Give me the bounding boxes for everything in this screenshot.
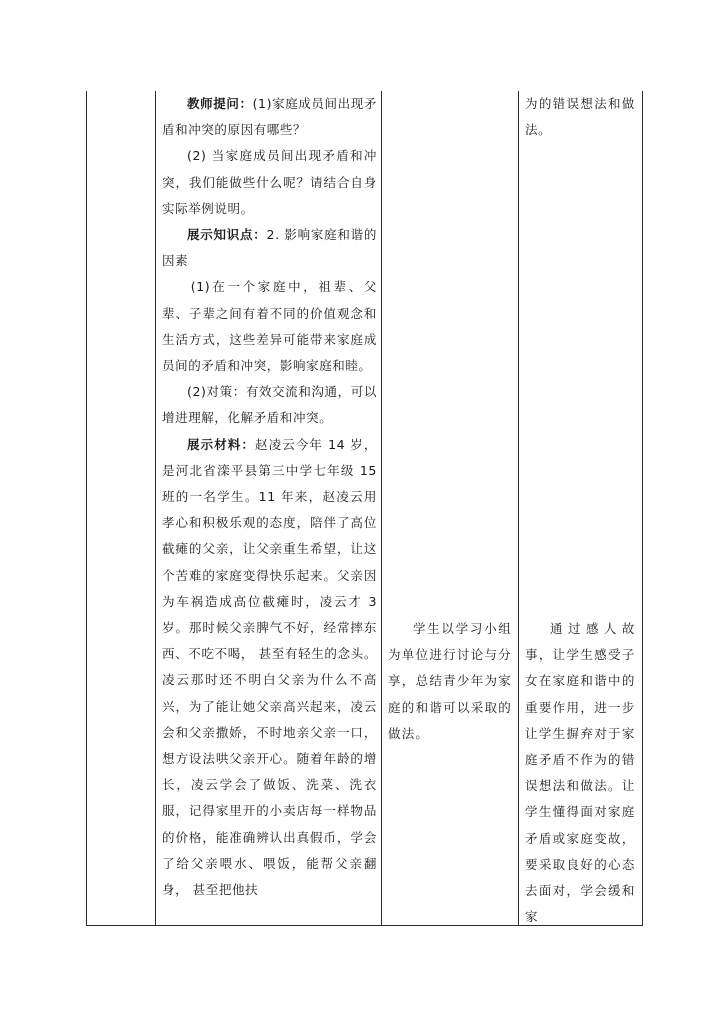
student-activity-text: 学生以学习小组为单位进行讨论与分享，总结青少年为家庭的和谐可以采取的做法。	[388, 621, 512, 741]
teacher-question-2: (2) 当家庭成员间出现矛盾和冲突，我们能做些什么呢？请结合自身实际举例说明。	[162, 148, 377, 216]
material-text: 赵凌云今年 14 岁，是河北省滦平县第三中学七年级 15 班的一名学生。11 年来，赵凌云用孝心和积极乐观的态度，陪伴了高位截瘫的父亲，让父亲重生希望，让这个苦难的家庭变得快乐起来。父亲因为车祸造成高位截瘫时，凌云才 3 岁。那时候父亲脾气不好，经常摔东西、不吃不喝， 甚至有轻生的念头。凌云那时还不明白父亲为什么不高兴，为了能让她父亲高兴起来，凌云会和父亲撒娇，不时地亲父亲一口，想方设法哄父亲开心。随着年龄的增长，凌云学会了做饭、洗菜、洗衣服，记得家里开的小卖店每一样物品的价格，能准确辨认出真假币，学会了给父亲喂水、喂饭，能帮父亲翻身， 甚至把他扶	[162, 436, 377, 898]
student-activity-cell	[382, 616, 518, 747]
knowledge-point-heading	[162, 222, 377, 274]
material-label: 展示材料：	[187, 436, 256, 452]
design-intent-cell-bottom	[519, 616, 641, 930]
knowledge-point-label: 展示知识点：	[187, 227, 267, 243]
lesson-plan-table	[86, 91, 643, 926]
teacher-question-label: 教师提问：	[187, 96, 253, 111]
teacher-activity-cell	[156, 91, 381, 903]
knowledge-point-1: (1)在一个家庭中，祖辈、父辈、子辈之间有着不同的价值观念和生活方式，这些差异可能带来家庭成员间的矛盾和冲突，影响家庭和睦。	[162, 279, 377, 374]
knowledge-point-title: 2. 影响家庭和谐的因素	[162, 227, 377, 269]
design-intent-top-text: 为的错误想法和做法。	[525, 96, 635, 138]
knowledge-point-2: (2)对策：有效交流和沟通，可以增进理解，化解矛盾和冲突。	[162, 384, 377, 426]
question-1-text: (1)家庭成员间出现矛盾和冲突的原因有哪些？	[162, 96, 377, 138]
column-divider	[381, 91, 382, 925]
design-intent-cell-top	[519, 91, 641, 143]
teacher-question-1	[162, 91, 377, 143]
design-intent-bottom-text: 通过感人故事，让学生感受子女在家庭和谐中的重要作用，进一步让学生摒弃对于家庭矛盾不作为的错误想法和做法。让学生懂得面对家庭矛盾或家庭变故，要采取良好的心态去面对，学会缓和家	[525, 621, 635, 925]
material-paragraph	[162, 432, 377, 904]
